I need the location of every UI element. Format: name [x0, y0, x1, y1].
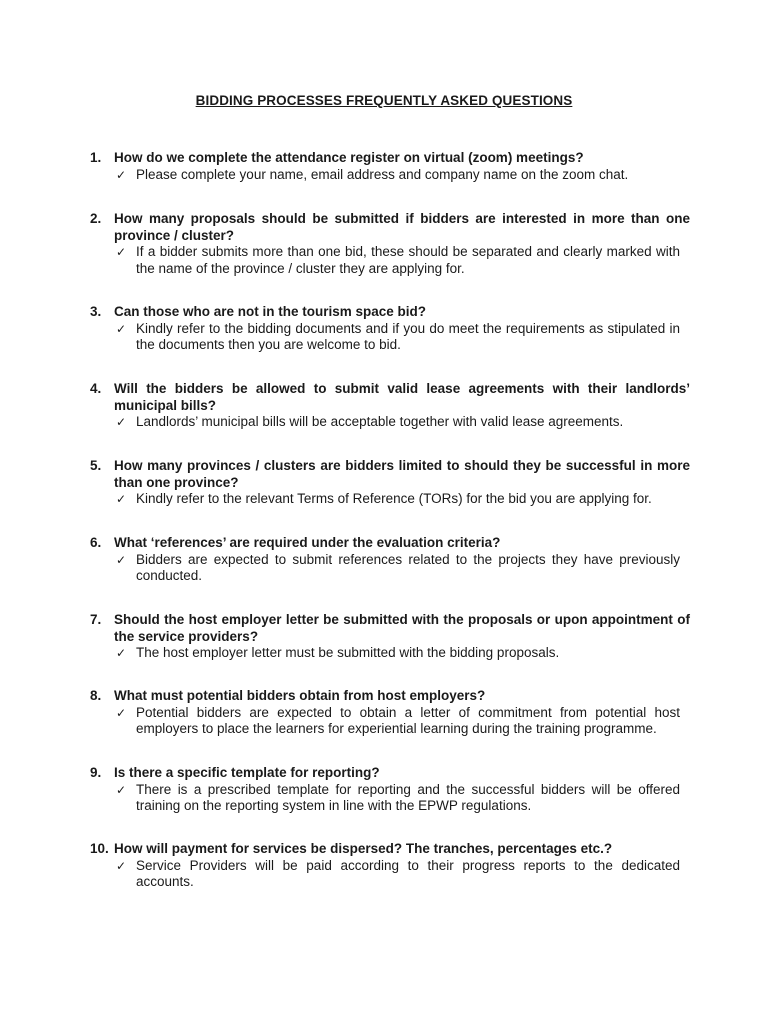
checkmark-icon: ✓ [116, 858, 127, 873]
faq-answer-text: Service Providers will be paid according to their progress reports to the dedicated accounts. [136, 857, 680, 889]
faq-answer-3 [116, 321, 690, 354]
faq-answer-text: If a bidder submits more than one bid, these should be separated and clearly marked with the name of the province / cluster they are applying for. [136, 244, 680, 276]
faq-item-6 [90, 535, 690, 585]
faq-item-1 [90, 150, 690, 183]
faq-question-2 [90, 211, 690, 244]
faq-question-6 [90, 535, 690, 552]
faq-answer-text: Kindly refer to the bidding documents and if you do meet the requirements as stipulated in the documents then you are welcome to bid. [136, 320, 680, 352]
faq-question-8 [90, 688, 690, 705]
faq-number: 7. [90, 612, 102, 627]
faq-answer-10 [116, 858, 690, 891]
faq-question-text: How do we complete the attendance register on virtual (zoom) meetings? [114, 150, 584, 165]
faq-number: 10. [90, 841, 109, 856]
checkmark-icon: ✓ [116, 167, 127, 182]
checkmark-icon: ✓ [116, 245, 127, 259]
faq-number: 9. [90, 765, 102, 780]
document-title: BIDDING PROCESSES FREQUENTLY ASKED QUESTIONS [195, 93, 573, 108]
faq-question-5 [90, 458, 690, 491]
faq-item-3 [90, 304, 690, 354]
faq-item-9 [90, 765, 690, 815]
faq-number: 5. [90, 458, 102, 473]
faq-answer-text: Kindly refer to the relevant Terms of Reference (TORs) for the bid you are applying for. [136, 491, 652, 506]
faq-number: 6. [90, 535, 102, 550]
faq-question-text: How many proposals should be submitted if bidders are interested in more than one province / cluster? [114, 211, 690, 243]
faq-answer-text: There is a prescribed template for reporting and the successful bidders will be offered training on the reporting system in line with the EPWP regulations. [136, 781, 680, 813]
faq-answer-4 [116, 414, 690, 431]
faq-question-text: Is there a specific template for reporting? [114, 765, 380, 780]
faq-item-2 [90, 211, 690, 277]
checkmark-icon: ✓ [116, 552, 127, 567]
faq-question-text: Can those who are not in the tourism space bid? [114, 304, 427, 319]
faq-question-4 [90, 381, 690, 414]
faq-item-8 [90, 688, 690, 738]
faq-question-text: How many provinces / clusters are bidders limited to should they be successful in more than one province? [114, 458, 690, 490]
faq-answer-8 [116, 705, 690, 738]
faq-question-text: Should the host employer letter be submitted with the proposals or upon appointment of the service providers? [114, 612, 690, 644]
faq-question-text: Will the bidders be allowed to submit valid lease agreements with their landlords’ municipal bills? [114, 381, 690, 413]
faq-answer-2 [116, 244, 690, 277]
faq-number: 8. [90, 688, 102, 703]
faq-answer-7 [116, 645, 690, 662]
checkmark-icon: ✓ [116, 705, 127, 720]
faq-answer-1 [116, 167, 690, 184]
faq-question-7 [90, 612, 690, 645]
faq-item-10 [90, 841, 690, 891]
faq-answer-text: Please complete your name, email address and company name on the zoom chat. [136, 166, 629, 182]
faq-answer-text: Potential bidders are expected to obtain a letter of commitment from potential host employers to place the learners for experiential learning during the training programme. [136, 704, 680, 736]
faq-number: 2. [90, 211, 102, 226]
faq-item-7 [90, 612, 690, 662]
checkmark-icon: ✓ [116, 492, 127, 506]
faq-item-4 [90, 381, 690, 431]
faq-question-9 [90, 765, 690, 782]
faq-question-text: What ‘references’ are required under the evaluation criteria? [114, 535, 501, 550]
faq-answer-text: Landlords’ municipal bills will be acceptable together with valid lease agreements. [136, 414, 624, 429]
faq-question-10 [90, 841, 690, 858]
faq-answer-text: Bidders are expected to submit references related to the projects they have previously conducted. [136, 551, 680, 583]
faq-number: 1. [90, 150, 102, 165]
faq-answer-6 [116, 552, 690, 585]
faq-answer-5 [116, 491, 690, 508]
faq-question-1 [90, 150, 690, 167]
faq-answer-text: The host employer letter must be submitted with the bidding proposals. [136, 645, 560, 660]
checkmark-icon: ✓ [116, 415, 127, 429]
checkmark-icon: ✓ [116, 782, 127, 797]
checkmark-icon: ✓ [116, 646, 127, 660]
faq-item-5 [90, 458, 690, 508]
faq-number: 4. [90, 381, 102, 396]
faq-question-text: What must potential bidders obtain from host employers? [114, 688, 486, 703]
faq-number: 3. [90, 304, 102, 319]
faq-answer-9 [116, 782, 690, 815]
faq-question-text: How will payment for services be dispersed? The tranches, percentages etc.? [114, 841, 613, 856]
faq-question-3 [90, 304, 690, 321]
checkmark-icon: ✓ [116, 321, 127, 336]
